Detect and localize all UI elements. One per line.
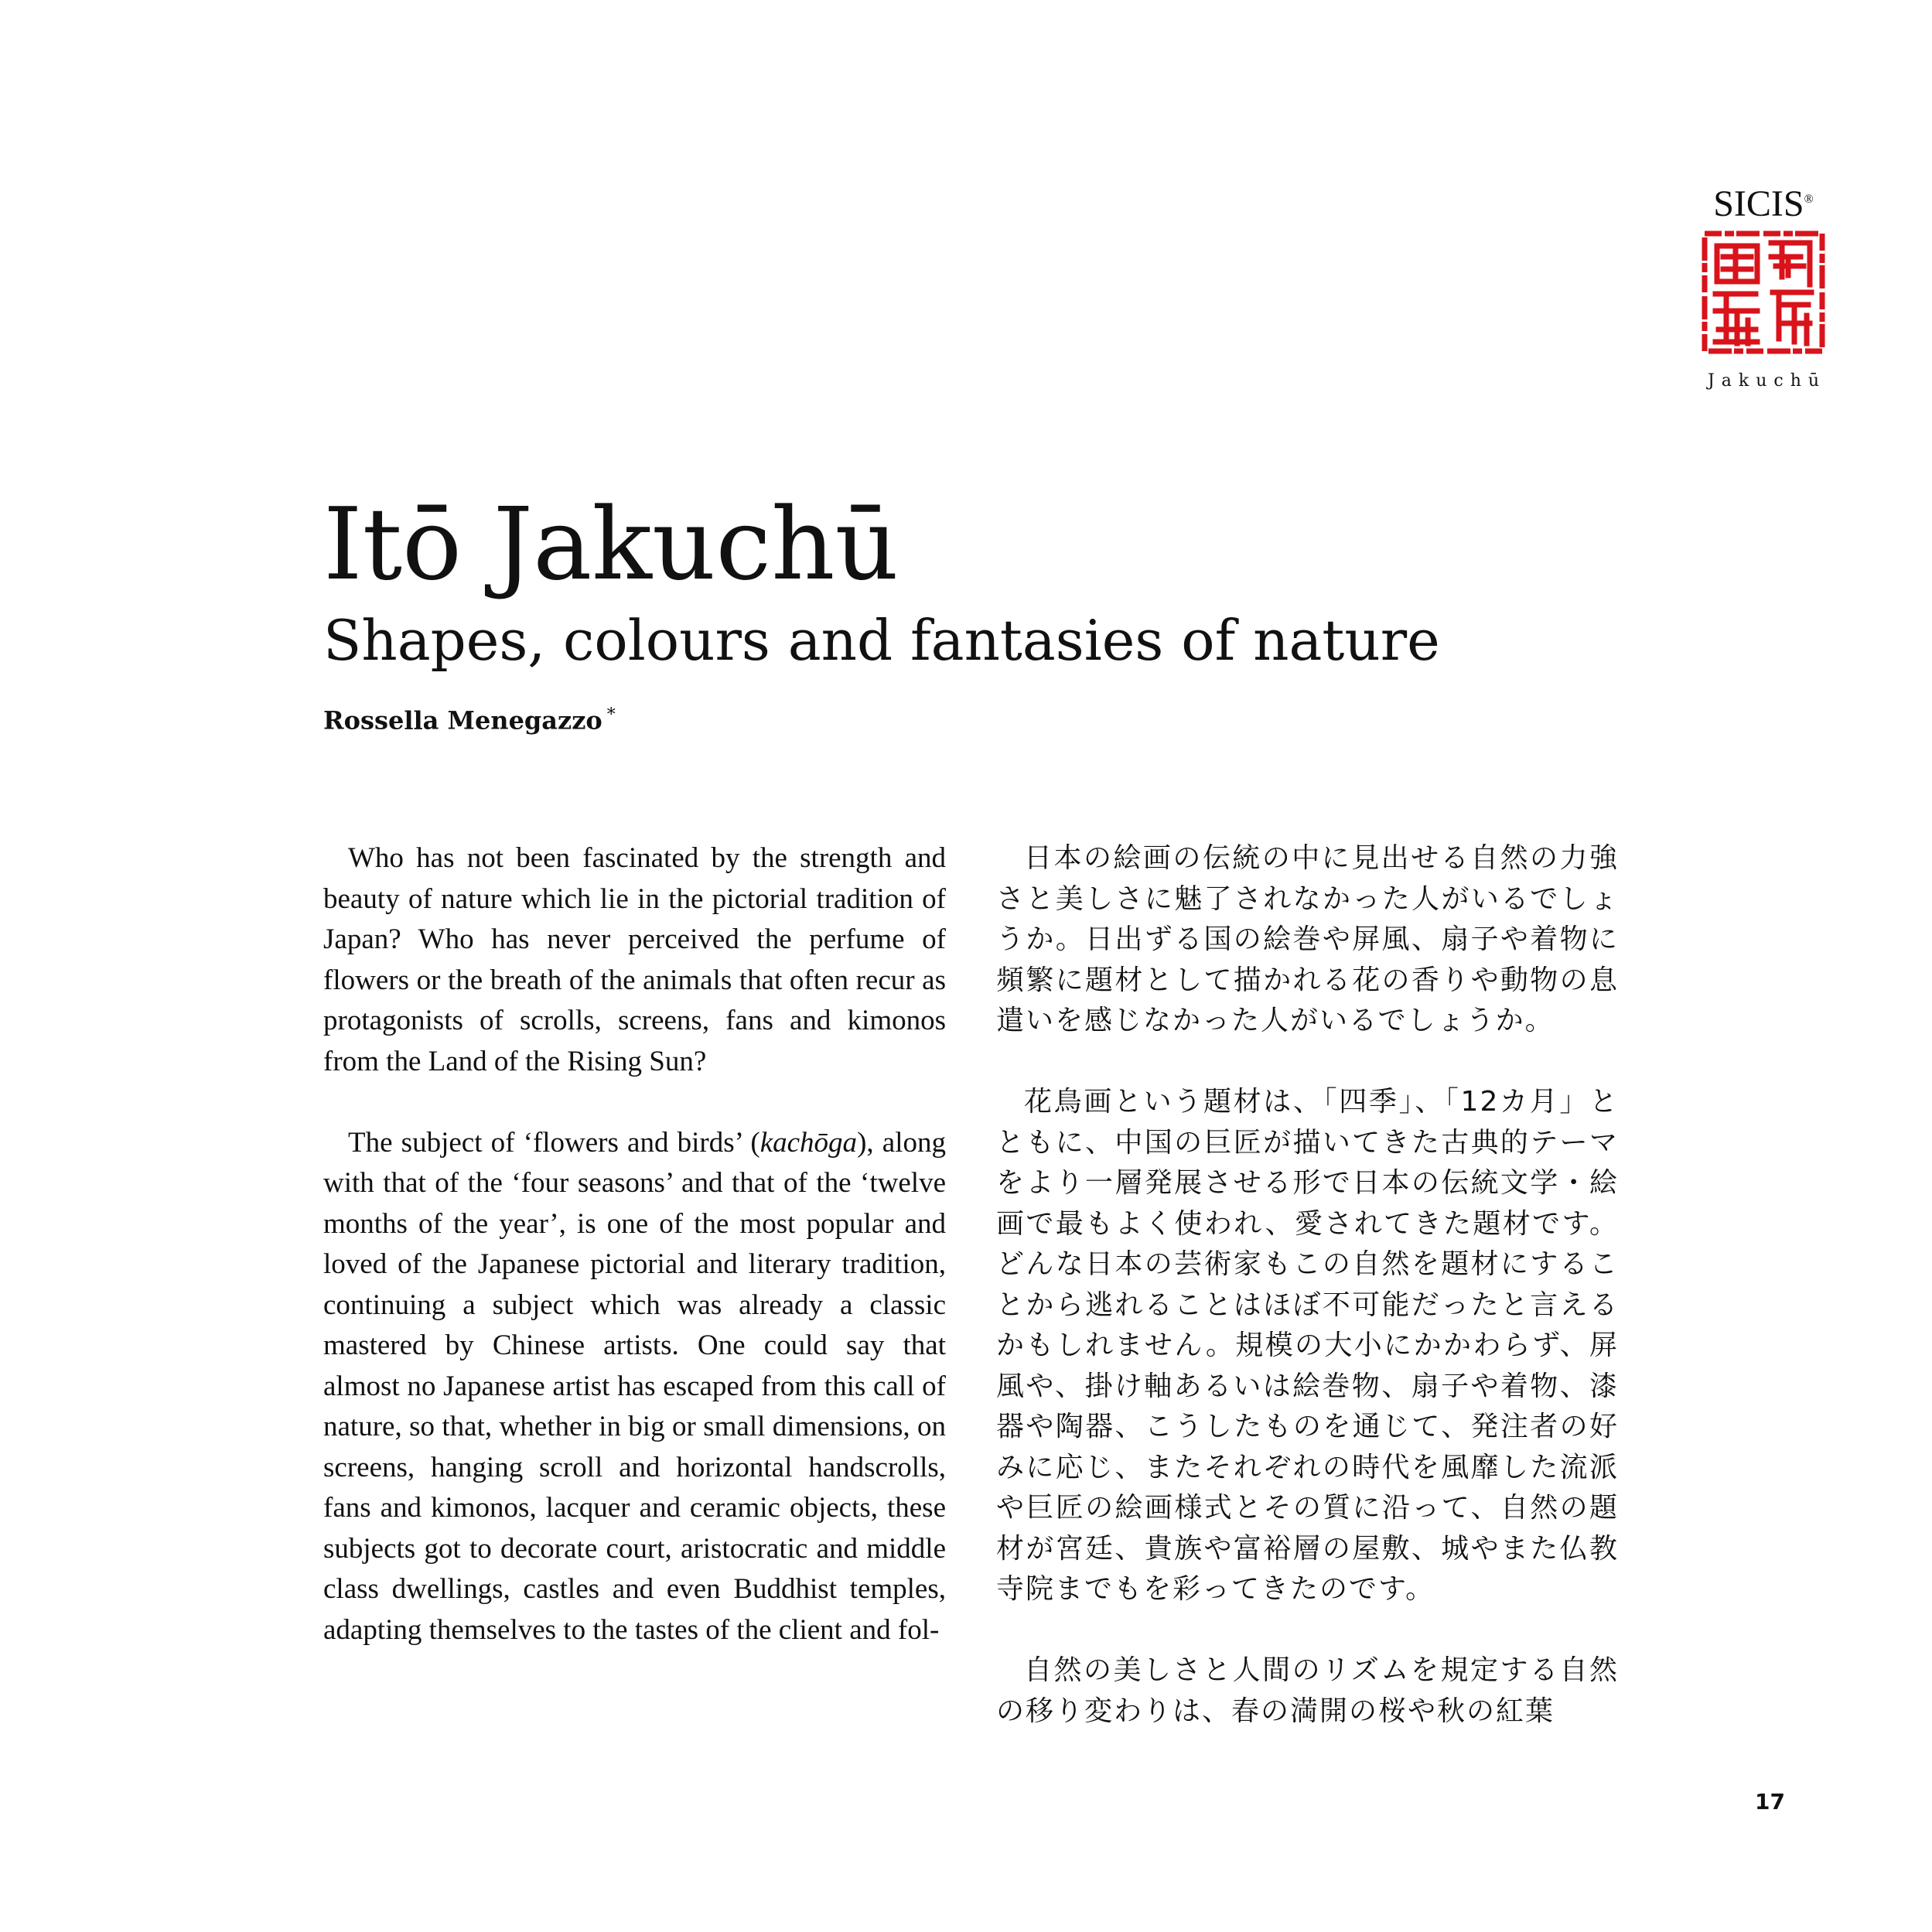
english-paragraph-2-rest: ), along with that of the ‘four seasons’ and that of the ‘twelve months of the year’, is one of the most popular and loved of the Japanese pictorial and literary tradition, continuing a subject which was already a classic mastered by Chinese artists. One could say that almost no Japanese artist has escaped from this call of nature, so that, whether in big or small dimensions, on screens, hanging scroll and horizontal handscrolls, fans and kimonos, lacquer and ceramic objects, these subjects got to decorate court, aristocratic and middle class dwellings, castles and even Buddhist temples, adapting themselves to the tastes of the client and fol- <box>323 1126 946 1646</box>
brand-name: SICIS <box>1713 183 1804 224</box>
english-column <box>323 838 946 1691</box>
japanese-paragraph-1: 日本の絵画の伝統の中に見出せる自然の力強さと美しさに魅了されなかった人がいるでしょうか。日出ずる国の絵巻や屏風、扇子や着物に頻繁に題材として描かれる花の香りや動物の息遣いを感じなかった人がいるでしょうか。 <box>996 842 1619 1036</box>
english-paragraph-2 <box>323 1123 946 1651</box>
author-name: Rossella Menegazzo <box>323 705 602 736</box>
english-paragraph-1: Who has not been fascinated by the strength and beauty of nature which lie in the pictorial tradition of Japan? Who has never perceived the perfume of flowers or the breath of the animals that often recur as protagonists of scrolls, screens, fans and kimonos from the Land of the Rising Sun? <box>323 842 946 1077</box>
author-footnote-mark: * <box>606 705 616 725</box>
author-line <box>323 698 616 739</box>
seal-stamp-icon <box>1702 230 1825 354</box>
page-number: 17 <box>1755 1789 1785 1814</box>
japanese-column <box>996 838 1619 1773</box>
trademark-symbol: ® <box>1804 193 1814 206</box>
seal-caption: Jakuchū <box>1707 371 1827 391</box>
article-title: Itō Jakuchū <box>323 487 899 602</box>
kachoga-term: kachōga <box>759 1126 858 1159</box>
english-paragraph-2-start: The subject of ‘flowers and birds’ ( <box>348 1126 760 1159</box>
japanese-paragraph-3: 自然の美しさと人間のリズムを規定する自然の移り変わりは、春の満開の桜や秋の紅葉 <box>996 1654 1619 1727</box>
article-subtitle: Shapes, colours and fantasies of nature <box>323 608 1440 673</box>
brand-block <box>1698 178 1829 391</box>
brand-logo <box>1698 178 1829 226</box>
japanese-paragraph-2: 花鳥画という題材は、「四季」、「12カ月」とともに、中国の巨匠が描いてきた古典的テーマをより一層発展させる形で日本の伝統文学・絵画で最もよく使われ、愛されてきた題材です。どんな日本の芸術家もこの自然を題材にすることから逃れることはほぼ不可能だったと言えるかもしれません。規模の大小にかかわらず、屏風や、掛け軸あるいは絵巻物、扇子や着物、漆器や陶器、こうしたものを通じて、発注者の好みに応じ、またそれぞれの時代を風靡した流派や巨匠の絵画様式とその質に沿って、自然の題材が宮廷、貴族や富裕層の屋敷、城やまた仏教寺院までもを彩ってきたのです。 <box>996 1086 1619 1605</box>
